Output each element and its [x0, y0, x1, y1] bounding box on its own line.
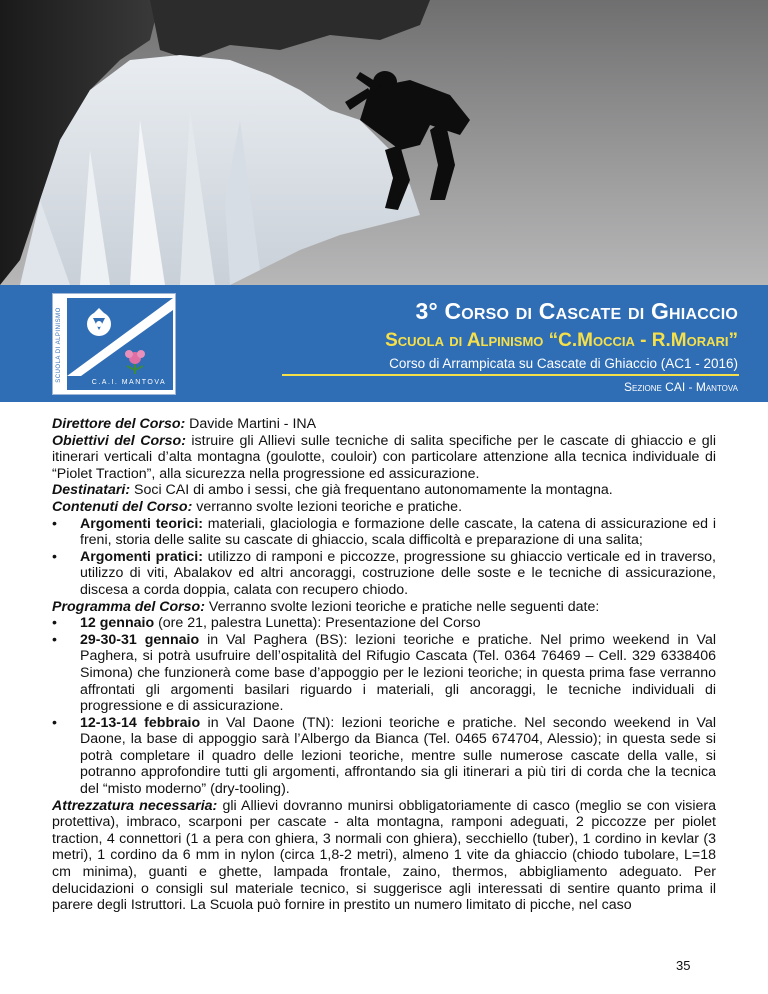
attrezzatura-text: gli Allievi dovranno munirsi obbligatoriamente di casco (meglio se con visiera protettiva), imbraco, scarponi per cascate - alta montagna, ramponi adeguati, 2 piccozze per piolet traction, 4 connettori (1 a pera con ghiera, 3 normali con ghiera), secchiello (tuber), 1 cordino in kevlar (3 metri), 1 cordino da 6 mm in nylon (circa 1,8-2 metri), almeno 1 vite da ghiaccio (chiodo tubolare, L=18 cm minima), guanti e ghette, lampada frontale, zaino, thermos, abbigliamento adeguato. Per delucidazioni o consigli sul materiale tecnico, si suggerisce agli interessati di sentire quanto prima il parere degli Istruttori. La Scuola può fornire in prestito un numero limitato di picche, nel caso: [52, 797, 716, 914]
list-item-text: (ore 21, palestra Lunetta): Presentazione del Corso: [154, 615, 481, 632]
bullet-glyph: •: [52, 548, 57, 565]
bullet-glyph: •: [52, 631, 57, 648]
bullet-glyph: •: [52, 515, 57, 532]
bullet-glyph: •: [52, 615, 57, 632]
attrezzatura-paragraph: [52, 798, 716, 914]
list-item: [52, 516, 716, 549]
list-item-label: 12-13-14 febbraio: [80, 714, 201, 731]
list-item-label: Argomenti teorici:: [80, 515, 203, 532]
page-title: 3° Corso di Cascate di Ghiaccio: [415, 298, 738, 324]
obiettivi-paragraph: [52, 433, 716, 483]
destinatari-label: Destinatari:: [52, 482, 131, 499]
destinatari-text: Soci CAI di ambo i sessi, che già frequentano autonomamente la montagna.: [130, 482, 613, 499]
contenuti-paragraph: [52, 499, 716, 516]
ice-waterfall-illustration: [0, 0, 768, 285]
logo-side-text: SCUOLA DI ALPINISMO: [56, 307, 62, 383]
logo-bottom-text: C.A.I. MANTOVA: [91, 379, 167, 386]
ice-climbing-photo: [0, 0, 768, 285]
list-item-label: 12 gennaio: [80, 615, 155, 632]
rock-overhang: [150, 0, 430, 60]
list-item-text: utilizzo di ramponi e piccozze, progressione su ghiaccio verticale ed in traverso, utilizzo di viti, Abalakov ed altri ancoraggi, costruzione delle soste e le tecniche di assicurazione, discesa a corda doppia, calata con recupero chiodo.: [80, 548, 716, 598]
direttore-label: Direttore del Corso:: [52, 416, 186, 432]
list-item-label: 29-30-31 gennaio: [80, 631, 200, 648]
course-description: Corso di Arrampicata su Cascate di Ghiaccio (AC1 - 2016): [389, 356, 738, 371]
article-body: [52, 416, 716, 914]
section-label: Sezione CAI - Mantova: [624, 380, 738, 394]
bullet-glyph: •: [52, 714, 57, 731]
obiettivi-text: istruire gli Allievi sulle tecniche di salita specifiche per le cascate di ghiaccio e gli itinerari verticali d’alta montagna (goulotte, couloir) con particolare attenzione alla tecnica individuale di “Piolet Traction”, alla sicurezza nella progressione ed assicurazione.: [52, 432, 716, 482]
programma-label: Programma del Corso:: [52, 598, 205, 615]
list-item-text: in Val Paghera (BS): lezioni teoriche e pratiche. Nel primo weekend in Val Paghera, si potrà usufruire dell’ospitalità del Rifugio Cascata (Tel. 0364 76469 – Cell. 329 6338406 Simona) che funzionerà come base d’appoggio per le lezioni teoriche; in questa prima fase verranno affrontati gli argomenti basilari riguardo i materiali, gli ancoraggi, le tecniche individuali di progressione e di assicurazione.: [80, 631, 716, 715]
list-item: [52, 715, 716, 798]
attrezzatura-label: Attrezzatura necessaria:: [52, 797, 218, 814]
school-subtitle: Scuola di Alpinismo “C.Moccia - R.Morari”: [385, 330, 738, 351]
contenuti-text: verranno svolte lezioni teoriche e pratiche.: [192, 498, 463, 515]
list-item-label: Argomenti pratici:: [80, 548, 203, 565]
header-divider: [282, 374, 739, 376]
page-number: 35: [676, 958, 691, 973]
destinatari-paragraph: [52, 482, 716, 499]
list-item: [52, 632, 716, 715]
cai-school-logo: [52, 293, 176, 395]
list-item-text: in Val Daone (TN): lezioni teoriche e pratiche. Nel secondo weekend in Val Daone, la base di appoggio sarà l’Albergo da Bianca (Tel. 0465 674704, Alessio); in questa sede si potrà completare il quadro delle lezioni teoriche, mentre sulle numerose cascate della valle, si potranno approfondire tutti gli argomenti, affrontando sia gli itinerari a più tiri di corda che la tecnica del “misto moderno” (dry-tooling).: [80, 714, 717, 798]
list-item: [52, 549, 716, 599]
list-item-text: materiali, glaciologia e formazione delle cascate, la catena di assicurazione ed i freni, storia delle salite su cascate di ghiaccio, scala difficoltà e preparazione di una salita;: [80, 515, 716, 549]
programma-text: Verranno svolte lezioni teoriche e pratiche nelle seguenti date:: [204, 598, 600, 615]
obiettivi-label: Obiettivi del Corso:: [52, 432, 186, 449]
direttore-text: Davide Martini - INA: [185, 416, 317, 432]
programma-paragraph: [52, 599, 716, 616]
direttore-paragraph: [52, 416, 716, 433]
list-item: [52, 615, 716, 632]
contenuti-label: Contenuti del Corso:: [52, 498, 193, 515]
